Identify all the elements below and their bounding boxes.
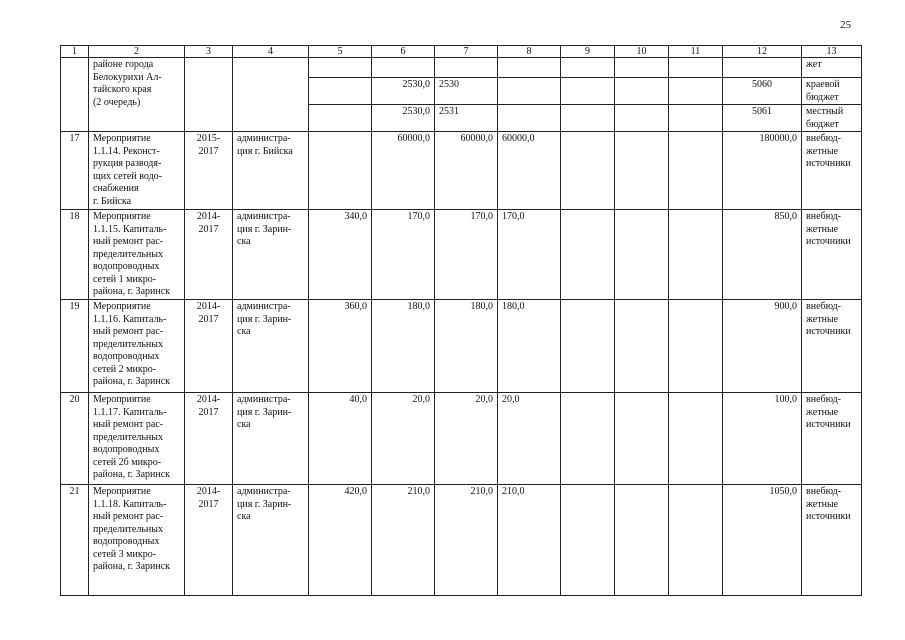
years-cell: 2014- 2017 [185, 210, 233, 300]
measure-name-cell: Мероприятие 1.1.16. Капиталь- ный ремонт рас- пределительных водопроводных сетей 2 микро- района, г. Заринск [89, 300, 185, 393]
measure-name-cell: Мероприятие 1.1.18. Капиталь- ный ремонт рас- пределительных водопроводных сетей 3 микро- района, г. Заринск [89, 485, 185, 596]
value-cell [615, 485, 669, 596]
value-cell: 170,0 [372, 210, 435, 300]
header-cell: 13 [802, 46, 862, 58]
value-cell: 20,0 [498, 393, 561, 485]
value-cell [561, 485, 615, 596]
header-cell: 10 [615, 46, 669, 58]
source-cell: краевой бюджет [802, 78, 862, 105]
header-cell: 4 [233, 46, 309, 58]
measure-name-cell: Мероприятие 1.1.14. Реконст- рукция разводя- щих сетей водо- снабжения г. Бийска [89, 132, 185, 210]
value-cell [561, 300, 615, 393]
header-row [61, 46, 862, 58]
executor-cell: администра- ция г. Зарин- ска [233, 393, 309, 485]
total-cell: 900,0 [723, 300, 802, 393]
value-cell: 2530 [435, 78, 498, 105]
value-cell [669, 58, 723, 78]
value-cell [669, 78, 723, 105]
value-cell [669, 105, 723, 132]
value-cell [435, 58, 498, 78]
header-cell: 12 [723, 46, 802, 58]
value-cell [669, 300, 723, 393]
value-cell: 180,0 [435, 300, 498, 393]
source-cell: внебюд- жетные источники [802, 132, 862, 210]
value-cell [561, 393, 615, 485]
header-cell: 11 [669, 46, 723, 58]
source-cell: жет [802, 58, 862, 78]
total-cell: 180000,0 [723, 132, 802, 210]
header-cell: 6 [372, 46, 435, 58]
value-cell [561, 210, 615, 300]
table-row [61, 210, 862, 300]
value-cell [669, 485, 723, 596]
executor-cell: администра- ция г. Зарин- ска [233, 485, 309, 596]
years-cell: 2015- 2017 [185, 132, 233, 210]
value-cell [561, 78, 615, 105]
value-cell: 60000,0 [498, 132, 561, 210]
executor-cell: администра- ция г. Бийска [233, 132, 309, 210]
value-cell: 210,0 [435, 485, 498, 596]
source-cell: местный бюджет [802, 105, 862, 132]
value-cell [669, 393, 723, 485]
row-number-cell: 17 [61, 132, 89, 210]
header-cell: 7 [435, 46, 498, 58]
header-cell: 5 [309, 46, 372, 58]
value-cell: 2531 [435, 105, 498, 132]
header-cell: 1 [61, 46, 89, 58]
value-cell: 210,0 [498, 485, 561, 596]
value-cell: 170,0 [435, 210, 498, 300]
total-cell: 100,0 [723, 393, 802, 485]
executor-cell [233, 58, 309, 132]
table-row [61, 300, 862, 393]
source-cell: внебюд- жетные источники [802, 300, 862, 393]
value-cell [561, 105, 615, 132]
value-cell: 60000,0 [372, 132, 435, 210]
years-cell: 2014- 2017 [185, 393, 233, 485]
value-cell: 60000,0 [435, 132, 498, 210]
value-cell [498, 78, 561, 105]
value-cell: 420,0 [309, 485, 372, 596]
years-cell: 2014- 2017 [185, 300, 233, 393]
header-cell: 2 [89, 46, 185, 58]
row-number-cell [61, 58, 89, 132]
value-cell: 20,0 [372, 393, 435, 485]
row-number-cell: 21 [61, 485, 89, 596]
value-cell [615, 58, 669, 78]
measure-name-cell: районе города Белокурихи Ал- тайского края (2 очередь) [89, 58, 185, 132]
source-cell: внебюд- жетные источники [802, 485, 862, 596]
total-cell: 5061 [723, 105, 802, 132]
value-cell [309, 58, 372, 78]
measure-name-cell: Мероприятие 1.1.17. Капиталь- ный ремонт рас- пределительных водопроводных сетей 2б микро- района, г. Заринск [89, 393, 185, 485]
value-cell [615, 78, 669, 105]
total-cell: 5060 [723, 78, 802, 105]
value-cell [498, 58, 561, 78]
value-cell [561, 58, 615, 78]
value-cell: 2530,0 [372, 78, 435, 105]
value-cell [615, 105, 669, 132]
row-number-cell: 19 [61, 300, 89, 393]
row-number-cell: 18 [61, 210, 89, 300]
total-cell: 850,0 [723, 210, 802, 300]
value-cell [372, 58, 435, 78]
value-cell: 180,0 [372, 300, 435, 393]
value-cell: 210,0 [372, 485, 435, 596]
value-cell [561, 132, 615, 210]
value-cell [669, 210, 723, 300]
table-row [61, 132, 862, 210]
value-cell [615, 300, 669, 393]
value-cell [309, 105, 372, 132]
value-cell: 20,0 [435, 393, 498, 485]
value-cell [669, 132, 723, 210]
table-row [61, 393, 862, 485]
value-cell [615, 132, 669, 210]
years-cell: 2014- 2017 [185, 485, 233, 596]
years-cell [185, 58, 233, 132]
value-cell [615, 210, 669, 300]
value-cell: 180,0 [498, 300, 561, 393]
measure-name-cell: Мероприятие 1.1.15. Капиталь- ный ремонт рас- пределительных водопроводных сетей 1 микро- района, г. Заринск [89, 210, 185, 300]
value-cell [723, 58, 802, 78]
value-cell: 340,0 [309, 210, 372, 300]
table-row [61, 485, 862, 596]
value-cell: 170,0 [498, 210, 561, 300]
source-cell: внебюд- жетные источники [802, 393, 862, 485]
header-cell: 3 [185, 46, 233, 58]
source-cell: внебюд- жетные источники [802, 210, 862, 300]
executor-cell: администра- ция г. Зарин- ска [233, 210, 309, 300]
value-cell: 40,0 [309, 393, 372, 485]
header-cell: 9 [561, 46, 615, 58]
value-cell [615, 393, 669, 485]
value-cell: 2530,0 [372, 105, 435, 132]
budget-table [60, 45, 862, 596]
header-cell: 8 [498, 46, 561, 58]
total-cell: 1050,0 [723, 485, 802, 596]
value-cell [309, 132, 372, 210]
page-number: 25 [840, 19, 851, 31]
row-number-cell: 20 [61, 393, 89, 485]
executor-cell: администра- ция г. Зарин- ска [233, 300, 309, 393]
value-cell [309, 78, 372, 105]
value-cell: 360,0 [309, 300, 372, 393]
table-row [61, 58, 862, 78]
value-cell [498, 105, 561, 132]
